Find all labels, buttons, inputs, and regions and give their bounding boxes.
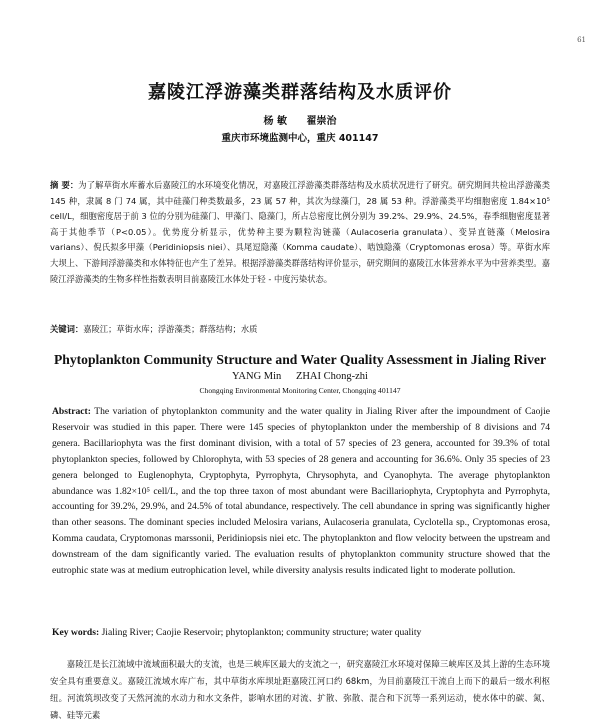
corner-mark: 61 <box>577 36 586 44</box>
english-abstract-label: Abstract: <box>52 406 91 417</box>
english-keywords-label: Key words: <box>52 627 100 638</box>
chinese-keywords-text: 嘉陵江；草街水库；浮游藻类；群落结构；水质 <box>83 324 258 334</box>
english-abstract <box>52 404 550 579</box>
chinese-affiliation: 重庆市环境监测中心，重庆 401147 <box>221 133 379 144</box>
english-author: ZHAI Chong-zhi <box>295 371 368 382</box>
chinese-keywords-label: 关键词： <box>50 324 84 334</box>
chinese-authors <box>0 112 600 127</box>
chinese-abstract-label: 摘 要： <box>50 180 79 190</box>
english-affiliation: Chongqing Environmental Monitoring Center, Chongqing 401147 <box>199 386 401 395</box>
english-keywords-text: Jialing River; Caojie Reservoir; phytoplankton; community structure; water quality <box>101 627 422 638</box>
chinese-title: 嘉陵江浮游藻类群落结构及水质评价 <box>148 82 452 103</box>
chinese-abstract-text: 为了解草街水库蓄水后嘉陵江的水环境变化情况，对嘉陵江浮游藻类群落结构及水质状况进行了研究。研究期间共检出浮游藻类 145 种，隶属 8 门 74 属，其中硅藻门种类数最多，23 属 57 种，其次为绿藻门，28 属 53 种。浮游藻类平均细胞密度 1.84×10⁵ cell/L，细胞密度居于前 3 位的分别为硅藻门、甲藻门、隐藻门，所占总密度比例分别为 39.2%、29.9%、24.5%，春季细胞密度显著高于其他季节（P<0.05）。优势度分析显示，优势种主要为颗粒沟链藻（Aulacoseria granulata）、变异直链藻（Melosira varians）、倪氏拟多甲藻（Peridiniopsis niei）、具尾逗隐藻（Komma caudate）、啮蚀隐藻（Cryptomonas erosa）等。草街水库大坝上、下游间浮游藻类和水体特征也产生了差异。根据浮游藻类群落结构评价显示，研究期间的嘉陵江水体营养水平为中营养类型。嘉陵江浮游藻类的生物多样性指数表明目前嘉陵江水体处于轻 - 中度污染状态。 <box>50 180 550 284</box>
english-keywords <box>52 626 550 640</box>
english-author: YANG Min <box>232 371 282 382</box>
chinese-keywords <box>50 322 550 336</box>
body-paragraph: 嘉陵江是长江流域中流域面积最大的支流，也是三峡库区最大的支流之一，研究嘉陵江水环境对保障三峡库区及其上游的生态环境安全具有重要意义。嘉陵江流域水库广布，其中草街水库坝址距嘉陵江河口约 68km，为目前嘉陵江干流自上而下的最后一级水利枢纽。河流筑坝改变了天然河流的水动力和水文条件，影响水团的对流、扩散、弥散、混合和下沉等一系列运动，使水体中的碳、氮、磷、硅等元素 <box>50 659 550 720</box>
chinese-author: 杨 敏 <box>263 116 287 127</box>
english-title: Phytoplankton Community Structure and Water Quality Assessment in Jialing River <box>53 352 547 367</box>
english-authors <box>0 371 600 382</box>
english-abstract-text: The variation of phytoplankton community and the water quality in Jialing River after the impoundment of Caojie Reservoir was studied in this paper. There were 145 species of phytoplankton under the membership of 8 divisions and 74 genera. Bacillariophyta was the first dominant division, with a total of 57 species of 23 genera, accounted for 39.3% of total phytoplankton species, followed by Chlorophyta, with 53 species of 28 genera and accounting for 36.6%. Only 35 species of 23 genera belonged to Euglenophyta, Cryptophyta, Pyrrophyta, Chrysophyta, and Cyanophyta. The average phytoplankton abundance was 1.82×10⁵ cell/L, and the top three taxon of most abundant were Bacillariophyta, Cryptophyta and Pyrrophyta, accounting for 39.2%, 29.9%, and 24.5% of total abundance, respectively. The cell abundance in spring was significantly higher than other seasons. The dominant species included Melosira varians, Aulacoseria granulata, Cyclotella sp., Cryptomonas erosa, Komma caudata, Cryptomonas marssonii, Peridiniopsis niei etc. The phytoplankton and flow velocity between the upstream and downstream of the dam significantly varied. The evaluation results of phytoplankton community structure showed that the eutrophic state was at medium eutrophication level, while diversity analysis results indicated light to moderate pollution. <box>52 406 550 577</box>
chinese-abstract <box>50 178 550 287</box>
chinese-author: 翟崇治 <box>306 116 337 127</box>
